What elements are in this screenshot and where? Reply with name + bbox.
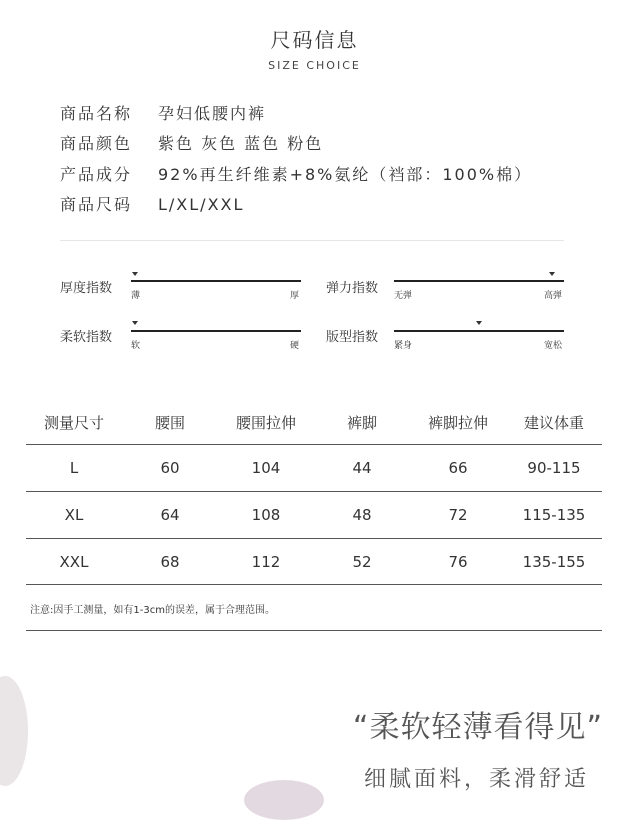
info-row-color	[60, 131, 323, 154]
table-cell: 66	[448, 459, 468, 477]
info-key: 产品成分	[60, 165, 133, 184]
table-header-cell: 腰围拉伸	[235, 414, 296, 432]
table-header-cell: 建议体重	[523, 414, 584, 432]
meter-min-elasticity: 无弹	[394, 291, 413, 301]
meter-label-thickness: 厚度指数	[60, 281, 113, 296]
product-photo-edge	[244, 780, 324, 820]
info-value: 孕妇低腰内裤	[158, 104, 267, 123]
meter-min-thickness: 薄	[131, 291, 141, 301]
meter-min-fit: 紧身	[394, 341, 413, 351]
meter-marker-softness	[132, 321, 138, 325]
table-cell: 90-115	[527, 459, 581, 477]
info-value: 紫色 灰色 蓝色 粉色	[158, 134, 324, 153]
table-cell: 52	[352, 553, 372, 571]
meter-marker-fit	[476, 321, 482, 325]
info-value: L/XL/XXL	[158, 195, 245, 214]
table-header-cell: 腰围	[154, 414, 185, 432]
meter-max-fit: 宽松	[544, 341, 563, 351]
table-rule	[26, 584, 602, 585]
note-rule	[26, 630, 602, 631]
table-cell: 44	[352, 459, 372, 477]
meter-marker-elasticity	[549, 272, 555, 276]
page-subtitle: SIZE CHOICE	[268, 59, 361, 72]
meter-line-fit	[394, 330, 564, 332]
info-key: 商品尺码	[60, 195, 133, 214]
meter-label-softness: 柔软指数	[60, 330, 113, 345]
meter-label-elasticity: 弹力指数	[326, 281, 379, 296]
table-cell: 135-155	[522, 553, 586, 571]
info-row-material	[60, 162, 532, 185]
table-cell: 115-135	[522, 506, 586, 524]
table-cell: 72	[448, 506, 468, 524]
info-key: 商品名称	[60, 104, 133, 123]
table-header-cell: 裤脚	[346, 414, 377, 432]
table-cell: 104	[251, 459, 281, 477]
table-header-cell: 测量尺寸	[43, 414, 104, 432]
page-title: 尺码信息	[270, 28, 359, 52]
table-header-cell: 裤脚拉伸	[427, 414, 488, 432]
section-divider	[60, 240, 564, 241]
info-key: 商品颜色	[60, 134, 133, 153]
info-row-size	[60, 192, 244, 215]
table-cell: 68	[160, 553, 180, 571]
info-value: 92%再生纤维素+8%氨纶（裆部：100%棉）	[158, 165, 533, 184]
table-cell: 48	[352, 506, 372, 524]
meter-label-fit: 版型指数	[326, 330, 379, 345]
meter-line-softness	[131, 330, 301, 332]
product-photo-edge	[0, 676, 28, 786]
meter-max-softness: 硬	[290, 341, 300, 351]
meter-line-thickness	[131, 280, 301, 282]
table-cell: 60	[160, 459, 180, 477]
meter-max-elasticity: 高弹	[544, 291, 563, 301]
table-cell: 112	[251, 553, 281, 571]
table-cell: 64	[160, 506, 180, 524]
meter-min-softness: 软	[131, 341, 141, 351]
table-cell: L	[69, 459, 79, 477]
table-cell: 108	[251, 506, 281, 524]
table-rule	[26, 444, 602, 445]
table-cell: XL	[64, 506, 84, 524]
slogan-main: “柔软轻薄看得见”	[352, 710, 603, 745]
measurement-note: 注意:因手工测量，如有1-3cm的误差，属于合理范围。	[30, 605, 275, 616]
meter-marker-thickness	[132, 272, 138, 276]
table-cell: 76	[448, 553, 468, 571]
table-rule	[26, 538, 602, 539]
slogan-sub: 细腻面料，柔滑舒适	[363, 767, 589, 792]
info-row-name	[60, 101, 266, 124]
meter-max-thickness: 厚	[290, 291, 300, 301]
meter-line-elasticity	[394, 280, 564, 282]
table-cell: XXL	[59, 553, 89, 571]
table-rule	[26, 491, 602, 492]
